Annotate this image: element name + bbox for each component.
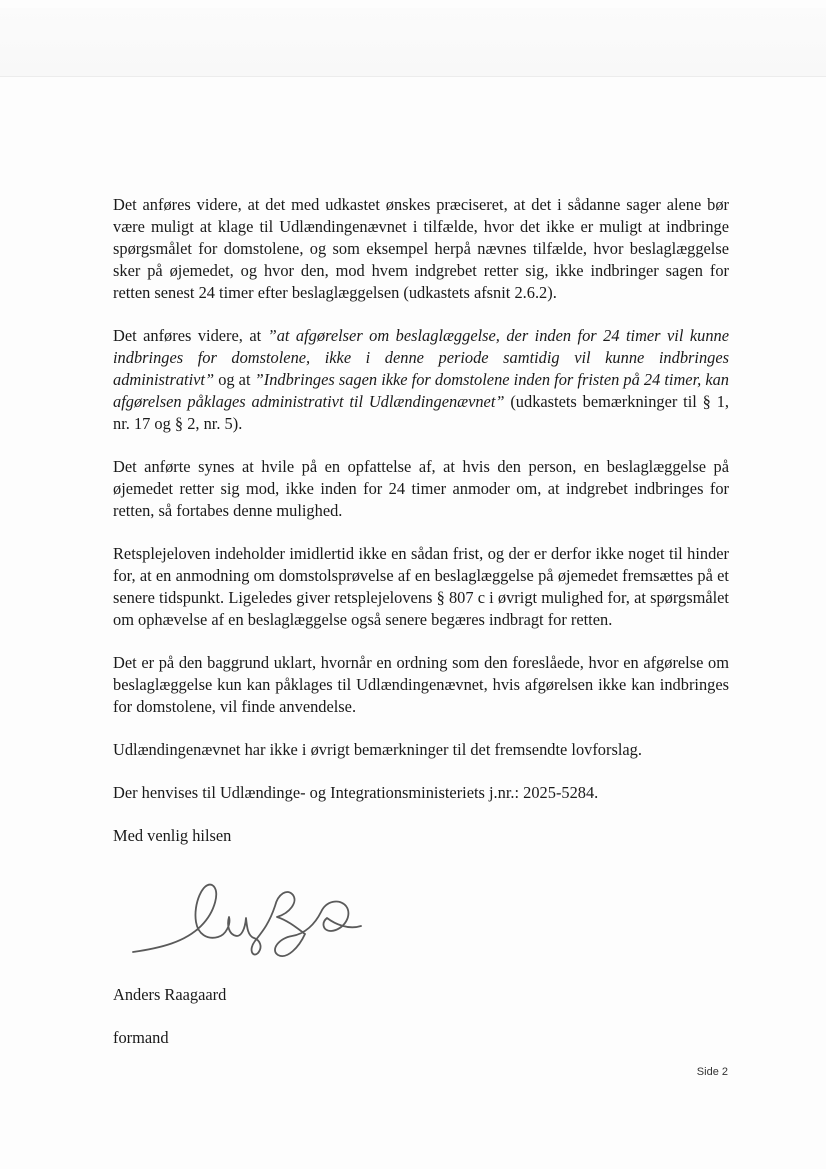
page-number: Side 2 xyxy=(696,1066,728,1078)
closing-salutation: Med venlig hilsen xyxy=(113,826,232,845)
paragraph-4: Retsplejeloven indeholder imidlertid ikke en sådan frist, og der er derfor ikke noget til hinder for, at en anmodning om domstolsprøvelse af en beslaglæggelse på øjemedet fremsættes på et senere tidspunkt. Ligeledes giver retsplejelovens § 807 c i øvrigt mulighed for, at spørgsmålet om ophævelse af en beslaglæggelse også senere begæres indbragt for retten. xyxy=(113,544,729,629)
paragraph-6: Udlændingenævnet har ikke i øvrigt bemærkninger til det fremsendte lovforslag. xyxy=(113,740,642,759)
paragraph-2-quote-2: ”Indbringes sagen ikke for domstolene inden for fristen på 24 timer, kan afgørelsen påklages administrativt til Udlændingenævnet” xyxy=(113,370,730,411)
signature-image xyxy=(127,868,377,980)
signature-title: formand xyxy=(113,1028,169,1047)
handwritten-signature-icon xyxy=(127,868,377,980)
paragraph-3: Det anførte synes at hvile på en opfattelse af, at hvis den person, en beslaglæggelse på øjemedet retter sig mod, ikke inden for 24 timer anmoder om, at indgrebet indbringes for retten, så fortabes denne mulighed. xyxy=(113,457,729,520)
scan-artifact-band xyxy=(0,8,826,77)
signature-name: Anders Raagaard xyxy=(113,985,227,1004)
paragraph-2 xyxy=(113,325,729,435)
paragraph-2-quote-1: ”at afgørelser om beslaglæggelse, der inden for 24 timer vil kunne indbringes for domstolene, ikke i denne periode samtidig vil kunne indbringes administrativt” xyxy=(113,326,729,389)
paragraph-1: Det anføres videre, at det med udkastet ønskes præciseret, at det i sådanne sager alene bør være muligt at klage til Udlændingenævnet i tilfælde, hvor det ikke er muligt at indbringe spørgsmålet for domstolene, og som eksempel herpå nævnes tilfælde, hvor beslaglæggelse sker på øjemedet, og hvor den, mod hvem indgrebet retter sig, ikke indbringer sagen for retten senest 24 timer efter beslaglæggelsen (udkastets afsnit 2.6.2). xyxy=(113,195,729,302)
paragraph-5: Det er på den baggrund uklart, hvornår en ordning som den foreslåede, hvor en afgørelse om beslaglæggelse kun kan påklages til Udlændingenævnet, hvis afgørelsen ikke kan indbringes for domstolene, vil finde anvendelse. xyxy=(113,653,729,716)
paragraph-2-plain-3: (udkastets bemærkninger til § 1, nr. 17 og § 2, nr. 5). xyxy=(113,392,729,433)
letter-body xyxy=(113,194,729,1070)
paragraph-7: Der henvises til Udlændinge- og Integrationsministeriets j.nr.: 2025-5284. xyxy=(113,783,599,802)
paragraph-2-plain: Det anføres videre, at xyxy=(113,326,268,345)
paragraph-2-plain-2: og at xyxy=(214,370,255,389)
